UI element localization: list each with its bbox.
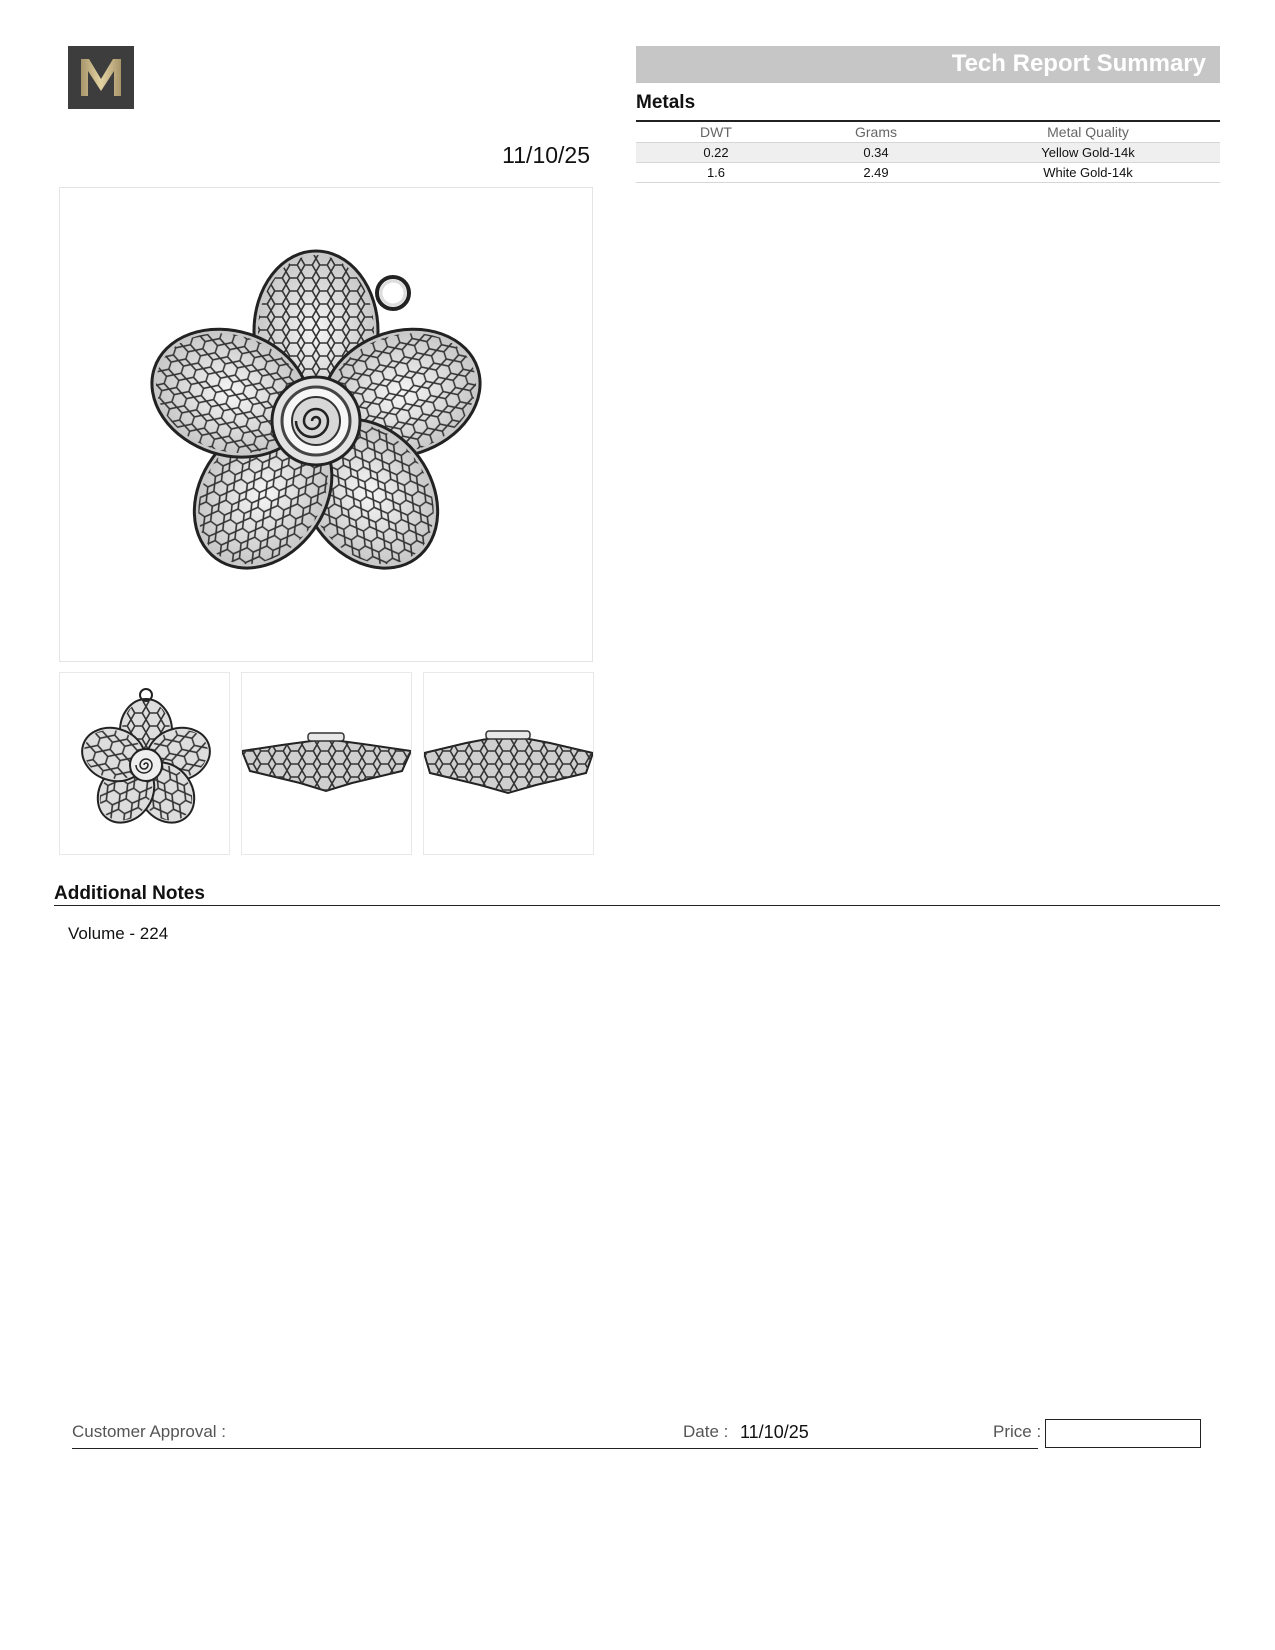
- thumbnail-angle-view[interactable]: [423, 672, 594, 855]
- flower-pendant-render: [60, 188, 592, 661]
- metals-heading: Metals: [636, 92, 696, 113]
- dwt-cell: 1.6: [636, 163, 796, 183]
- report-title-bar: [636, 46, 1220, 83]
- company-logo: [68, 46, 134, 109]
- notes-text: Volume - 224: [68, 924, 169, 943]
- metals-table: [636, 122, 1220, 183]
- column-header-dwt: DWT: [636, 122, 796, 143]
- column-header-metal-quality: Metal Quality: [956, 122, 1220, 143]
- price-label: Price :: [993, 1422, 1042, 1441]
- table-row: [636, 163, 1220, 183]
- thumbnail-top-view[interactable]: [59, 672, 230, 855]
- report-title: Tech Report Summary: [951, 50, 1206, 77]
- table-row: [636, 143, 1220, 163]
- price-field[interactable]: [1045, 1419, 1201, 1448]
- metal-quality-cell: White Gold-14k: [956, 163, 1220, 183]
- flower-top-view-render: [60, 673, 229, 854]
- grams-cell: 2.49: [796, 163, 956, 183]
- approval-date-value: 11/10/25: [740, 1422, 809, 1442]
- grams-cell: 0.34: [796, 143, 956, 163]
- additional-notes-heading: Additional Notes: [54, 883, 205, 904]
- approval-date-label: Date :: [683, 1422, 729, 1441]
- customer-approval-label: Customer Approval :: [72, 1422, 227, 1441]
- notes-divider: [54, 905, 1220, 906]
- thumbnail-side-view[interactable]: [241, 672, 412, 855]
- main-product-image: [59, 187, 593, 662]
- flower-side-view-render: [242, 673, 411, 854]
- report-date: 11/10/25: [502, 142, 590, 168]
- signature-line: [72, 1448, 1038, 1449]
- flower-angle-view-render: [424, 673, 593, 854]
- metals-header-row: [636, 122, 1220, 143]
- metal-quality-cell: Yellow Gold-14k: [956, 143, 1220, 163]
- dwt-cell: 0.22: [636, 143, 796, 163]
- column-header-grams: Grams: [796, 122, 956, 143]
